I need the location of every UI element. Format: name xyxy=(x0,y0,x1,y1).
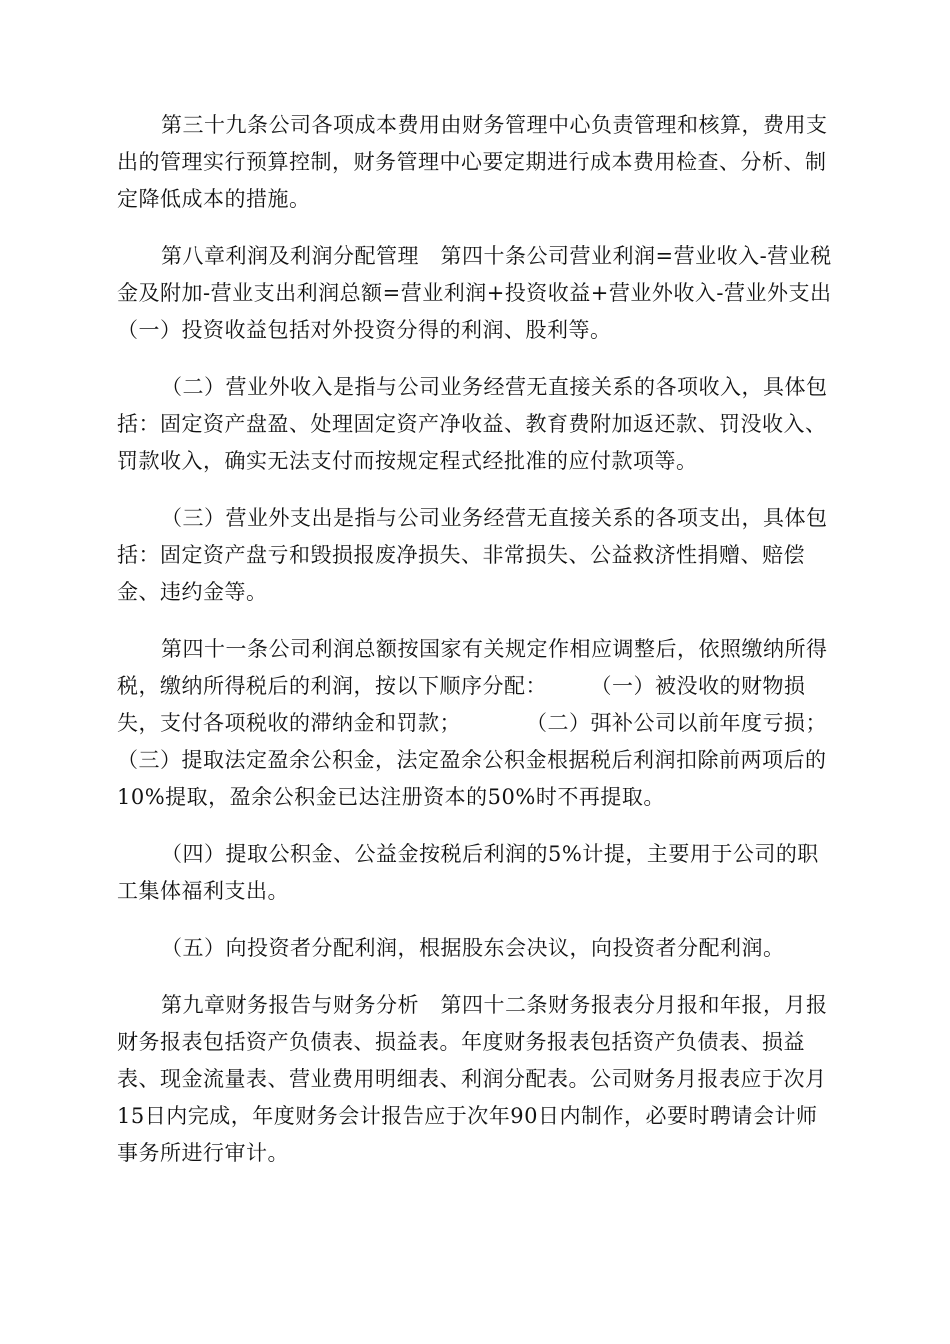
paragraph-non-operating-expense: （三）营业外支出是指与公司业务经营无直接关系的各项支出，具体包括：固定资产盘亏和毁损报废净损失、非常损失、公益救济性捐赠、赔偿金、违约金等。 xyxy=(117,506,828,604)
paragraph-public-welfare-fund: （四）提取公积金、公益金按税后利润的5%计提，主要用于公司的职工集体福利支出。 xyxy=(117,842,819,903)
paragraph-chapter-8-article-40: 第八章利润及利润分配管理 第四十条公司营业利润=营业收入-营业税金及附加-营业支出利润总额=营业利润+投资收益+营业外收入-营业外支出（一）投资收益包括对外投资分得的利润、股利等。 xyxy=(117,244,832,342)
paragraph-chapter-9-article-42: 第九章财务报告与财务分析 第四十二条财务报表分月报和年报，月报财务报表包括资产负债表、损益表。年度财务报表包括资产负债表、损益表、现金流量表、营业费用明细表、利润分配表。公司财务月报表应于次月15日内完成，年度财务会计报告应于次年90日内制作，必要时聘请会计师事务所进行审计。 xyxy=(117,993,828,1165)
paragraph-investor-distribution: （五）向投资者分配利润，根据股东会决议，向投资者分配利润。 xyxy=(161,936,785,960)
paragraph-non-operating-income: （二）营业外收入是指与公司业务经营无直接关系的各项收入，具体包括：固定资产盘盈、处理固定资产净收益、教育费附加返还款、罚没收入、罚款收入，确实无法支付而按规定程式经批准的应付款项等。 xyxy=(117,375,828,473)
document-body xyxy=(117,107,903,1192)
paragraph-article-41: 第四十一条公司利润总额按国家有关规定作相应调整后，依照缴纳所得税，缴纳所得税后的利润，按以下顺序分配： （一）被没收的财物损失，支付各项税收的滞纳金和罚款； （二）弭补公司以前年度亏损； （三）提取法定盈余公积金，法定盈余公积金根据税后利润扣除前两项后的10%提取，盈余公积金已达注册资本的50%时不再提取。 xyxy=(117,637,903,809)
paragraph-article-39: 第三十九条公司各项成本费用由财务管理中心负责管理和核算，费用支出的管理实行预算控制，财务管理中心要定期进行成本费用检查、分析、制定降低成本的措施。 xyxy=(117,113,828,211)
